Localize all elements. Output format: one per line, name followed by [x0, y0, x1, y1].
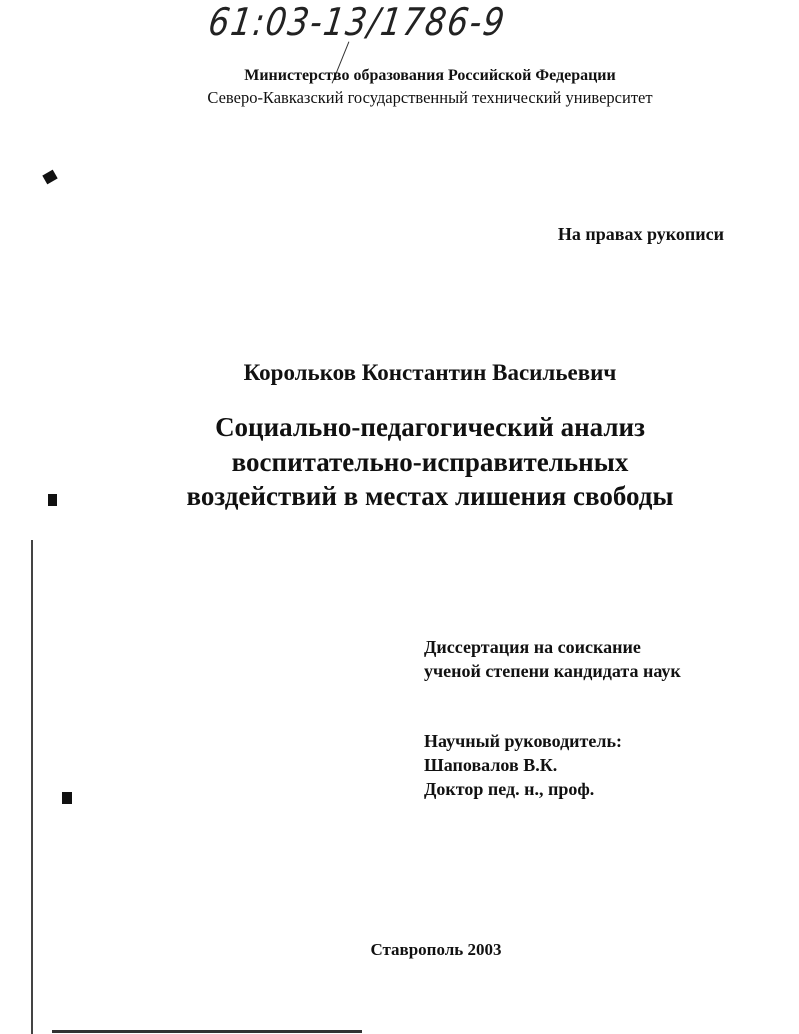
- scan-speck: [48, 494, 57, 506]
- scan-speck: [62, 792, 72, 804]
- city-year: Ставрополь 2003: [370, 940, 502, 959]
- supervisor-name: Шаповалов В.К.: [424, 755, 558, 775]
- degree-line-2: ученой степени кандидата наук: [424, 661, 681, 681]
- degree-line-1: Диссертация на соискание: [424, 637, 641, 657]
- university-header: Северо-Кавказский государственный технический университет: [207, 88, 653, 107]
- supervisor-label: Научный руководитель:: [424, 731, 622, 751]
- scan-edge-line: [31, 540, 33, 1034]
- title-line-3: воздействий в местах лишения свободы: [186, 481, 674, 511]
- handwritten-catalog-code: 61:03-13/1786-9: [205, 0, 509, 44]
- rights-note: На правах рукописи: [557, 224, 724, 244]
- scan-speck: [42, 170, 57, 185]
- supervisor-title: Доктор пед. н., проф.: [424, 779, 595, 799]
- author-name: Корольков Константин Васильевич: [243, 360, 617, 385]
- title-line-1: Социально-педагогический анализ: [215, 412, 645, 442]
- title-line-2: воспитательно-исправительных: [231, 447, 629, 477]
- scan-edge-bottom: [52, 1030, 362, 1033]
- ministry-header: Министерство образования Российской Федерации: [244, 67, 616, 84]
